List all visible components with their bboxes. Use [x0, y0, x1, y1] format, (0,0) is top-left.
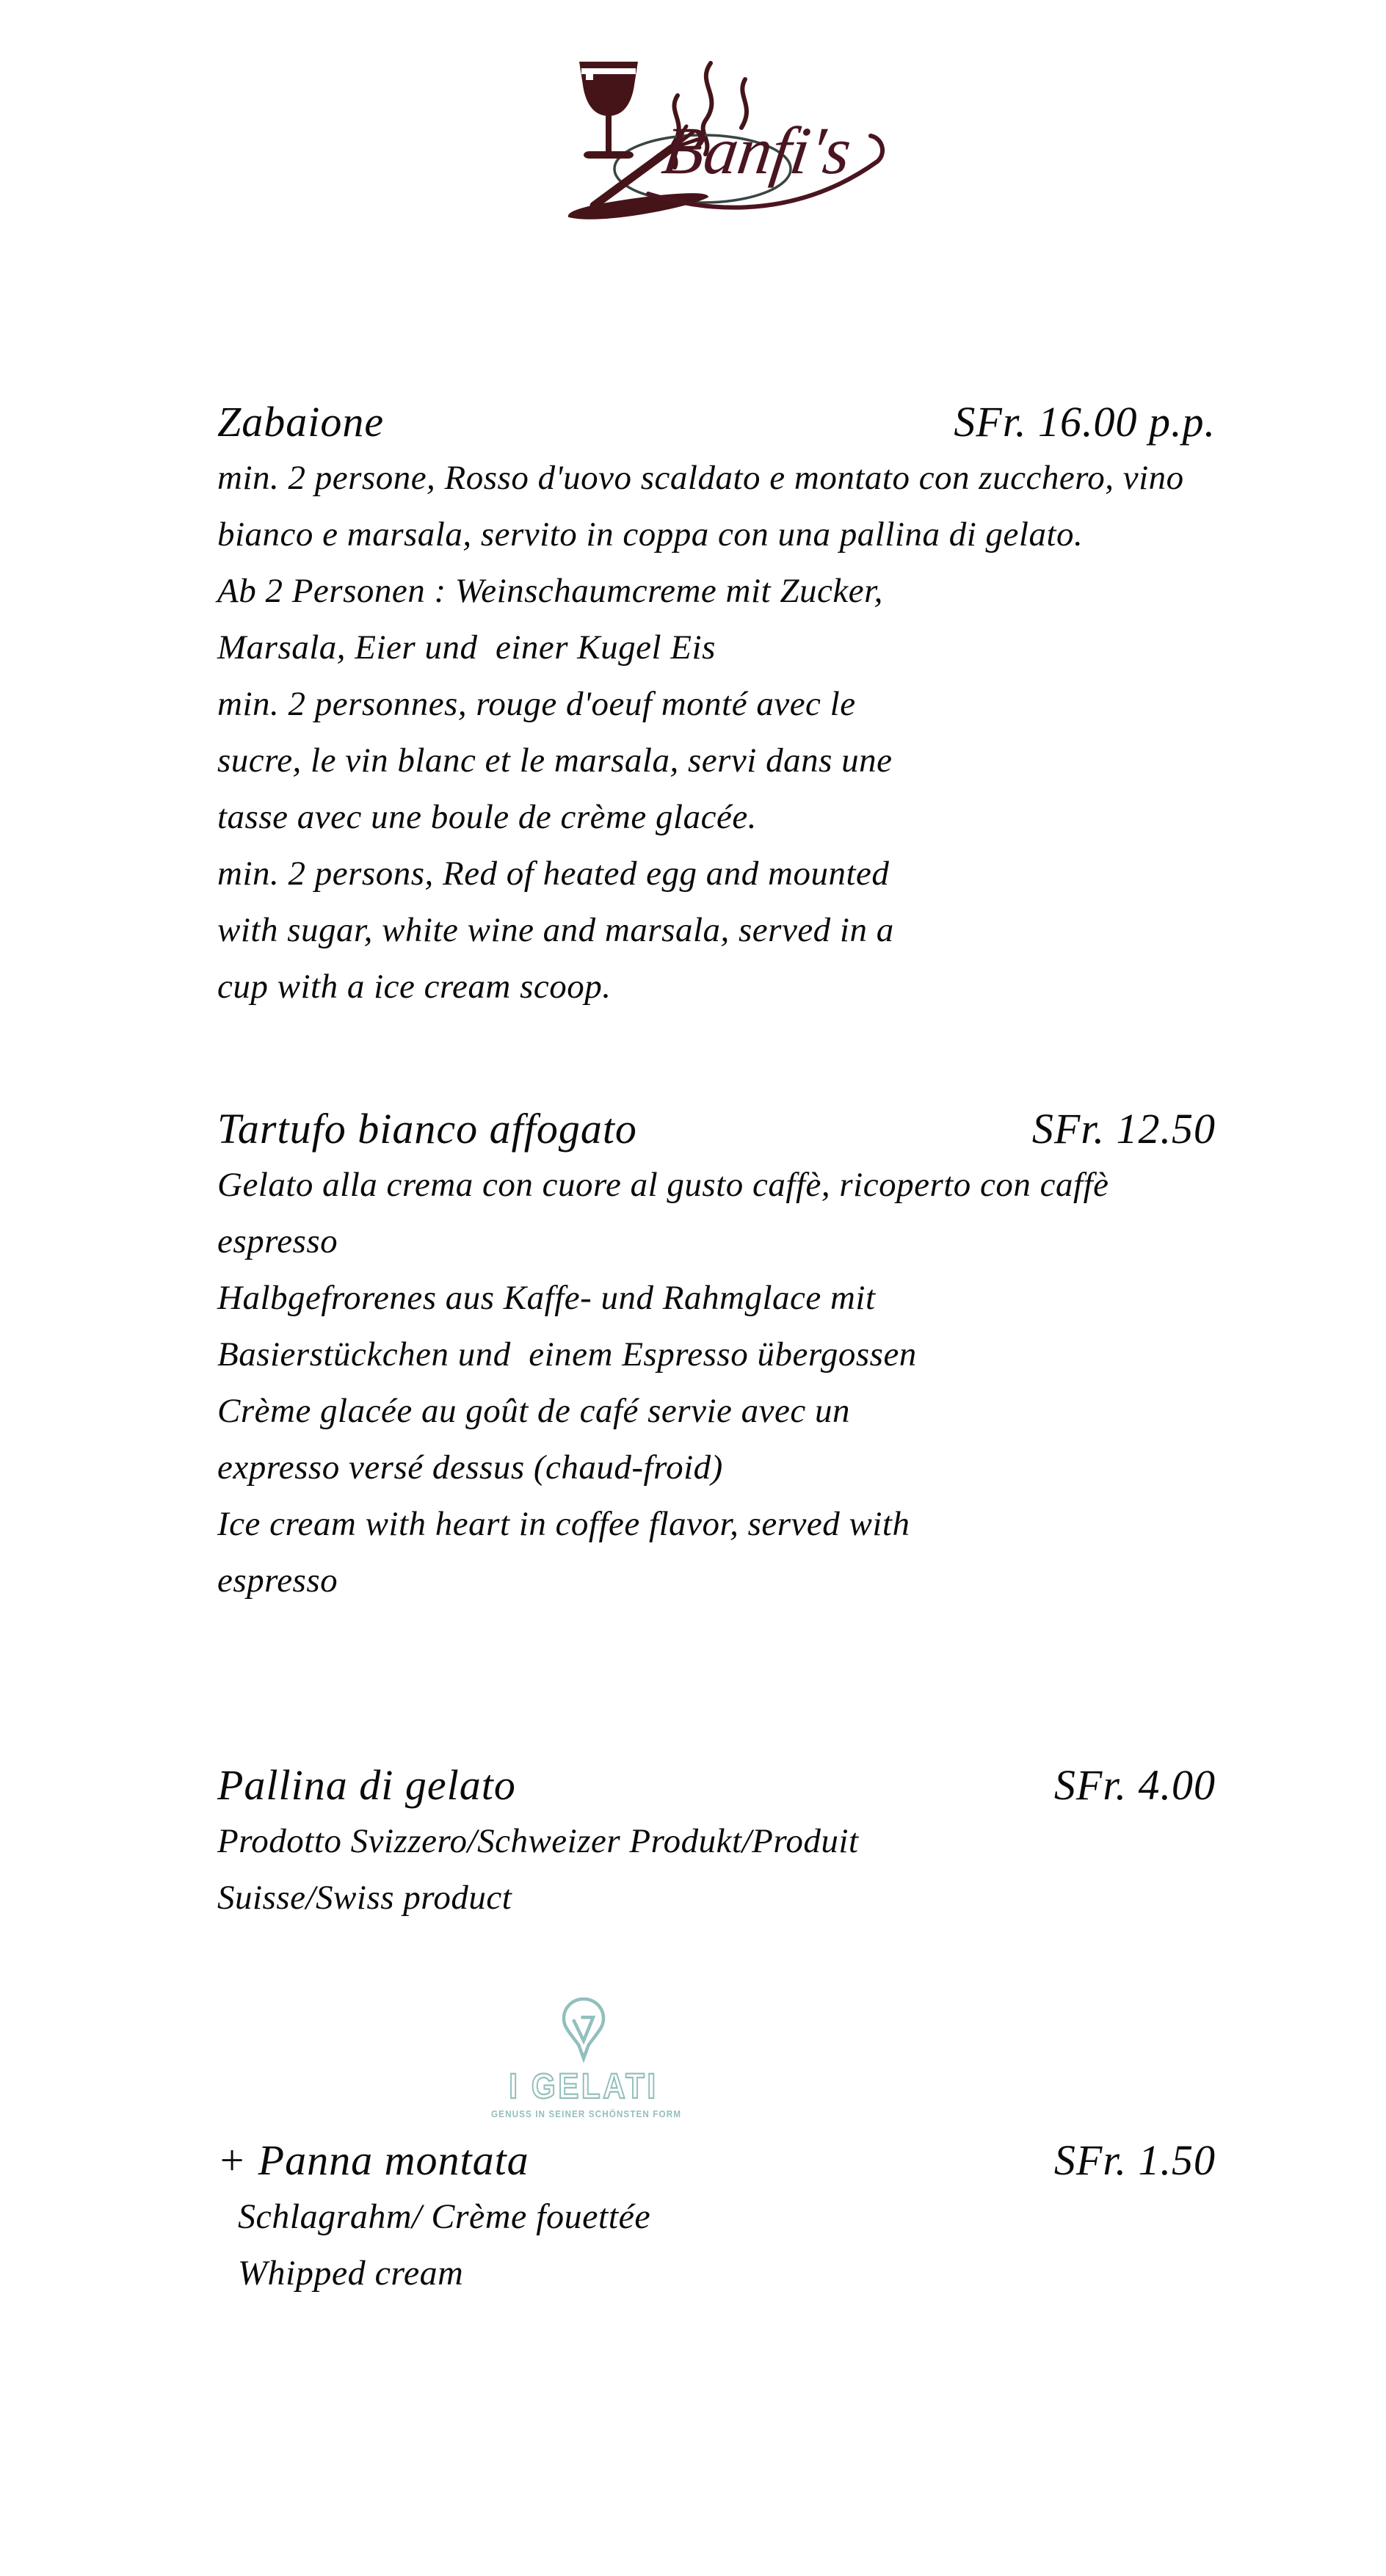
- item-description: [217, 1157, 1216, 1609]
- description-line: bianco e marsala, servito in coppa con una pallina di gelato.: [217, 515, 1084, 554]
- description-line: Whipped cream: [238, 2254, 464, 2293]
- dessert-menu: [217, 393, 1216, 2301]
- item-description: [217, 2188, 1216, 2301]
- item-name: Pallina di gelato: [217, 1761, 516, 1809]
- description-line: Crème glacée au goût de café servie avec un: [217, 1392, 850, 1430]
- banfi-wordmark: Banfi's: [658, 113, 856, 188]
- menu-item-panna-montata: [217, 2132, 1216, 2301]
- gelati-tagline: GENUSS IN SEINER SCHÖNSTEN FORM: [491, 2108, 682, 2119]
- description-line: with sugar, white wine and marsala, served in a: [217, 911, 894, 949]
- description-line: min. 2 persons, Red of heated egg and mounted: [217, 855, 890, 893]
- description-line: espresso: [217, 1222, 338, 1260]
- item-name: + Panna montata: [217, 2136, 529, 2184]
- description-line: Ice cream with heart in coffee flavor, served with: [217, 1505, 910, 1543]
- gelati-pin-icon: [560, 1995, 607, 2063]
- description-line: min. 2 personnes, rouge d'oeuf monté avec le: [217, 685, 856, 723]
- description-line: Gelato alla crema con cuore al gusto caffè, ricoperto con caffè: [217, 1166, 1109, 1204]
- item-price: SFr. 12.50: [1031, 1105, 1216, 1153]
- description-line: cup with a ice cream scoop.: [217, 968, 612, 1006]
- banfi-logo-graphic: [562, 50, 892, 222]
- description-line: Ab 2 Personen : Weinschaumcreme mit Zucker,: [217, 572, 883, 610]
- menu-item-tartufo: [217, 1100, 1216, 1609]
- description-line: tasse avec une boule de crème glacée.: [217, 798, 757, 836]
- description-line: Marsala, Eier und einer Kugel Eis: [217, 628, 716, 667]
- item-header: [217, 2132, 1216, 2188]
- item-header: [217, 1757, 1216, 1813]
- wine-glass-icon: [579, 62, 638, 159]
- banfi-logo: [562, 50, 892, 222]
- item-name: Zabaione: [217, 398, 385, 446]
- menu-item-zabaione: [217, 393, 1216, 1015]
- item-price: SFr. 16.00 p.p.: [954, 398, 1216, 446]
- description-line: espresso: [217, 1561, 338, 1600]
- description-line: Halbgefrorenes aus Kaffe- und Rahmglace mit: [217, 1279, 876, 1317]
- description-line: min. 2 persone, Rosso d'uovo scaldato e montato con zucchero, vino: [217, 459, 1184, 497]
- item-description: [217, 1813, 1216, 1926]
- description-line: Basierstückchen und einem Espresso übergossen: [217, 1335, 917, 1374]
- item-header: [217, 1100, 1216, 1157]
- description-line: sucre, le vin blanc et le marsala, servi dans une: [217, 741, 893, 780]
- i-gelati-logo: [481, 1995, 686, 2120]
- description-line: Suisse/Swiss product: [217, 1879, 512, 1917]
- description-line: Prodotto Svizzero/Schweizer Produkt/Produit: [217, 1822, 859, 1860]
- description-line: expresso versé dessus (chaud-froid): [217, 1448, 723, 1487]
- item-description: [217, 450, 1216, 1015]
- item-name: Tartufo bianco affogato: [217, 1105, 637, 1153]
- item-header: [217, 393, 1216, 450]
- item-price: SFr. 1.50: [1053, 2136, 1216, 2184]
- item-price: SFr. 4.00: [1053, 1761, 1216, 1809]
- description-line: Schlagrahm/ Crème fouettée: [238, 2197, 651, 2236]
- gelati-wordmark: I GELATI: [509, 2067, 658, 2106]
- menu-item-pallina: [217, 1757, 1216, 1926]
